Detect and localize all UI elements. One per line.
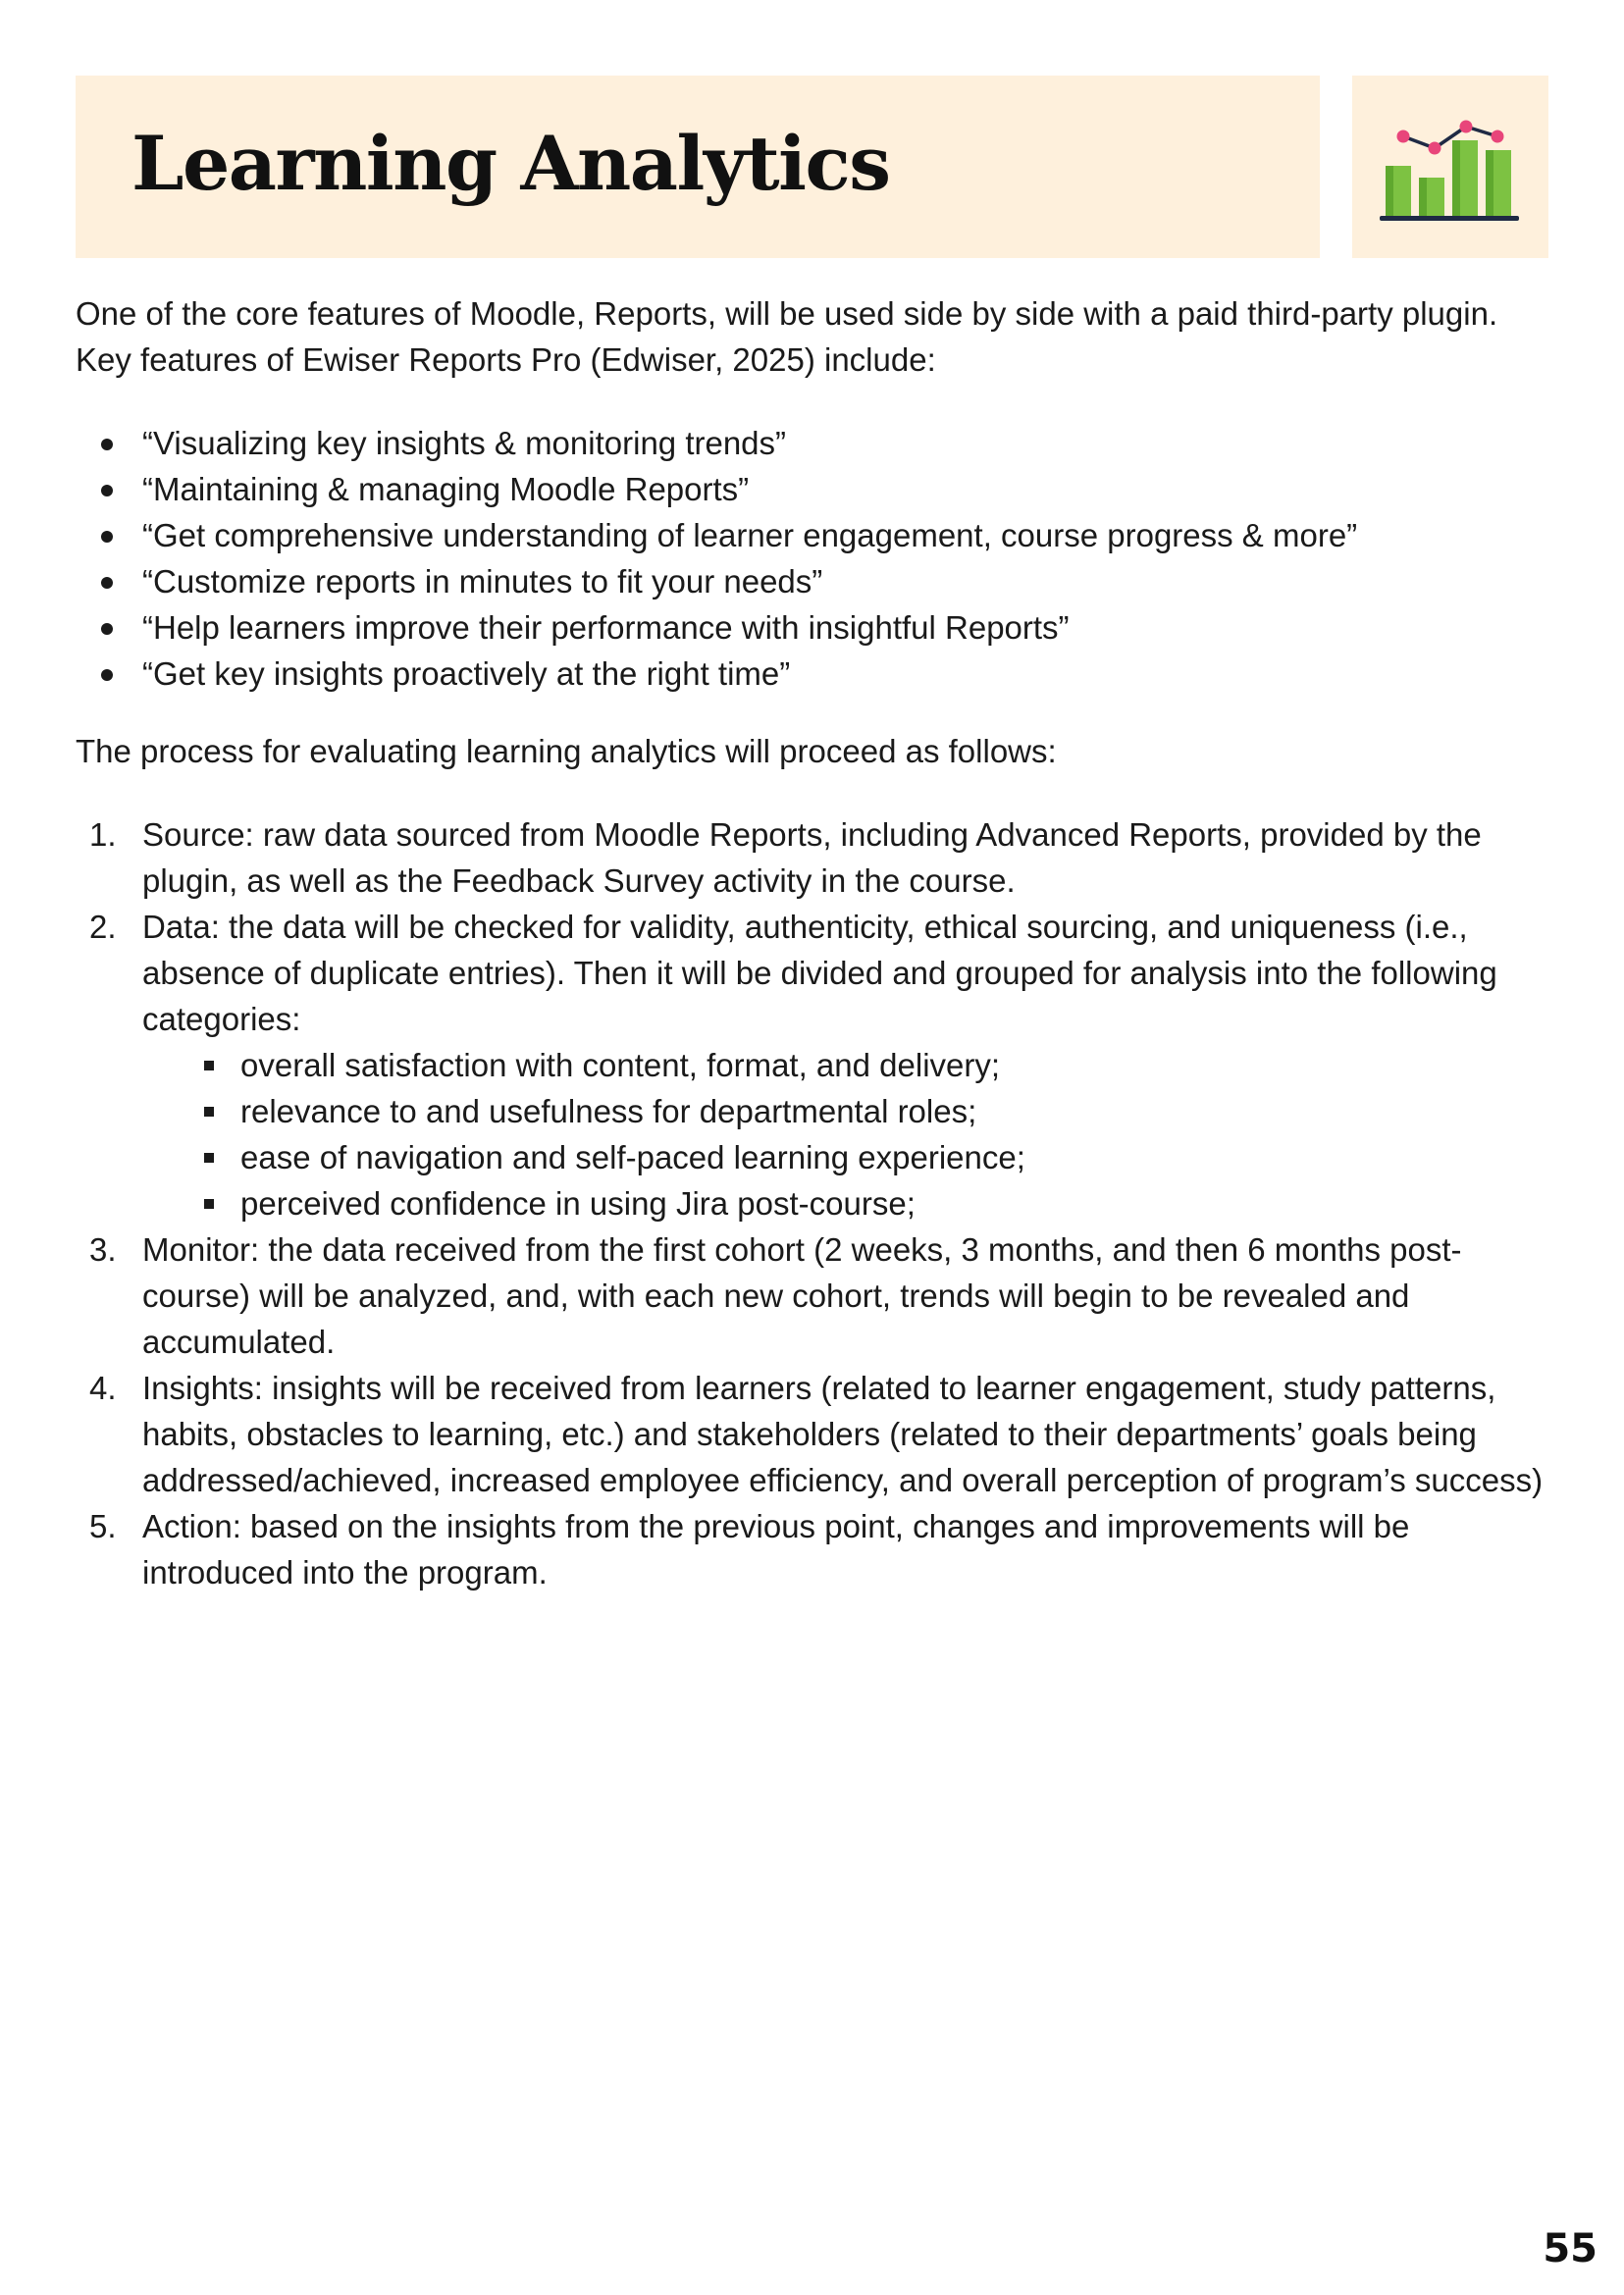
category-item (142, 1134, 1547, 1180)
category-item (142, 1088, 1547, 1134)
list-item-text: “Maintaining & managing Moodle Reports” (142, 471, 750, 507)
chart-point-2 (1429, 142, 1441, 155)
content-body (76, 290, 1547, 1595)
list-item (76, 651, 1547, 697)
categories-list (142, 1042, 1547, 1226)
list-item-text: “Customize reports in minutes to fit your needs” (142, 563, 823, 600)
list-item (76, 512, 1547, 558)
chart-bar-4-shade (1486, 150, 1493, 217)
category-text: overall satisfaction with content, format, and delivery; (240, 1047, 1001, 1083)
bullet-dot (101, 577, 113, 589)
chart-bar-2-shade (1419, 178, 1427, 217)
list-item (76, 420, 1547, 466)
list-item (76, 466, 1547, 512)
bar-chart-trend-icon (1352, 76, 1548, 258)
features-list (76, 420, 1547, 697)
step-item (76, 904, 1547, 1226)
bullet-dot (101, 531, 113, 543)
step-number: 2. (89, 909, 117, 945)
category-text: ease of navigation and self-paced learning experience; (240, 1139, 1025, 1175)
list-item-text: “Get comprehensive understanding of learner engagement, course progress & more” (142, 517, 1358, 553)
step-item (76, 811, 1547, 904)
chart-bar-1-shade (1386, 166, 1393, 217)
process-steps-list (76, 811, 1547, 1595)
icon-box (1352, 76, 1548, 258)
intro-paragraph: One of the core features of Moodle, Reports, will be used side by side with a paid third-party plugin. Key features of Ewiser Reports Pro (Edwiser, 2025) include: (76, 295, 1498, 378)
step-text: Source: raw data sourced from Moodle Reports, including Advanced Reports, provided by the plugin, as well as the Feedback Survey activity in the course. (142, 816, 1482, 899)
title-banner (76, 76, 1320, 258)
step-number: 3. (89, 1231, 117, 1268)
chart-point-4 (1492, 130, 1504, 143)
step-text: Insights: insights will be received from learners (related to learner engagement, study patterns, habits, obstacles to learning, etc.) and stakeholders (related to their departments’ goals being addressed/achieved, increased employee efficiency, and overall perception of program’s success) (142, 1370, 1544, 1498)
page-title: Learning Analytics (131, 120, 890, 207)
chart-point-1 (1397, 130, 1410, 143)
category-item (142, 1042, 1547, 1088)
list-item-text: “Get key insights proactively at the right time” (142, 655, 791, 692)
bullet-dot (101, 623, 113, 635)
list-item-text: “Visualizing key insights & monitoring trends” (142, 425, 787, 461)
step-number: 1. (89, 816, 117, 853)
step-item (76, 1226, 1547, 1365)
chart-baseline (1380, 216, 1519, 221)
bullet-dot (101, 439, 113, 450)
category-text: relevance to and usefulness for departmental roles; (240, 1093, 977, 1129)
step-number: 5. (89, 1508, 117, 1544)
bullet-dot (101, 485, 113, 496)
bullet-square (204, 1199, 214, 1209)
process-intro-paragraph: The process for evaluating learning analytics will proceed as follows: (76, 733, 1057, 769)
step-item (76, 1503, 1547, 1595)
category-item (142, 1180, 1547, 1226)
step-text: Monitor: the data received from the first cohort (2 weeks, 3 months, and then 6 months post-course) will be analyzed, and, with each new cohort, trends will begin to be revealed and accumulated. (142, 1231, 1462, 1360)
page-number: 55 (1543, 2226, 1598, 2271)
chart-trend-line (1403, 127, 1497, 148)
list-item (76, 604, 1547, 651)
list-item-text: “Help learners improve their performance with insightful Reports” (142, 609, 1070, 646)
list-item (76, 558, 1547, 604)
bullet-square (204, 1061, 214, 1070)
category-text: perceived confidence in using Jira post-course; (240, 1185, 916, 1222)
chart-bar-3-shade (1452, 140, 1460, 217)
bullet-square (204, 1107, 214, 1117)
step-text: Action: based on the insights from the previous point, changes and improvements will be introduced into the program. (142, 1508, 1410, 1591)
step-text: Data: the data will be checked for validity, authenticity, ethical sourcing, and uniqueness (i.e., absence of duplicate entries). Then it will be divided and grouped for analysis into the following categories: (142, 909, 1497, 1037)
bullet-square (204, 1153, 214, 1163)
step-item (76, 1365, 1547, 1503)
bullet-dot (101, 669, 113, 681)
step-number: 4. (89, 1370, 117, 1406)
chart-point-3 (1460, 121, 1473, 133)
